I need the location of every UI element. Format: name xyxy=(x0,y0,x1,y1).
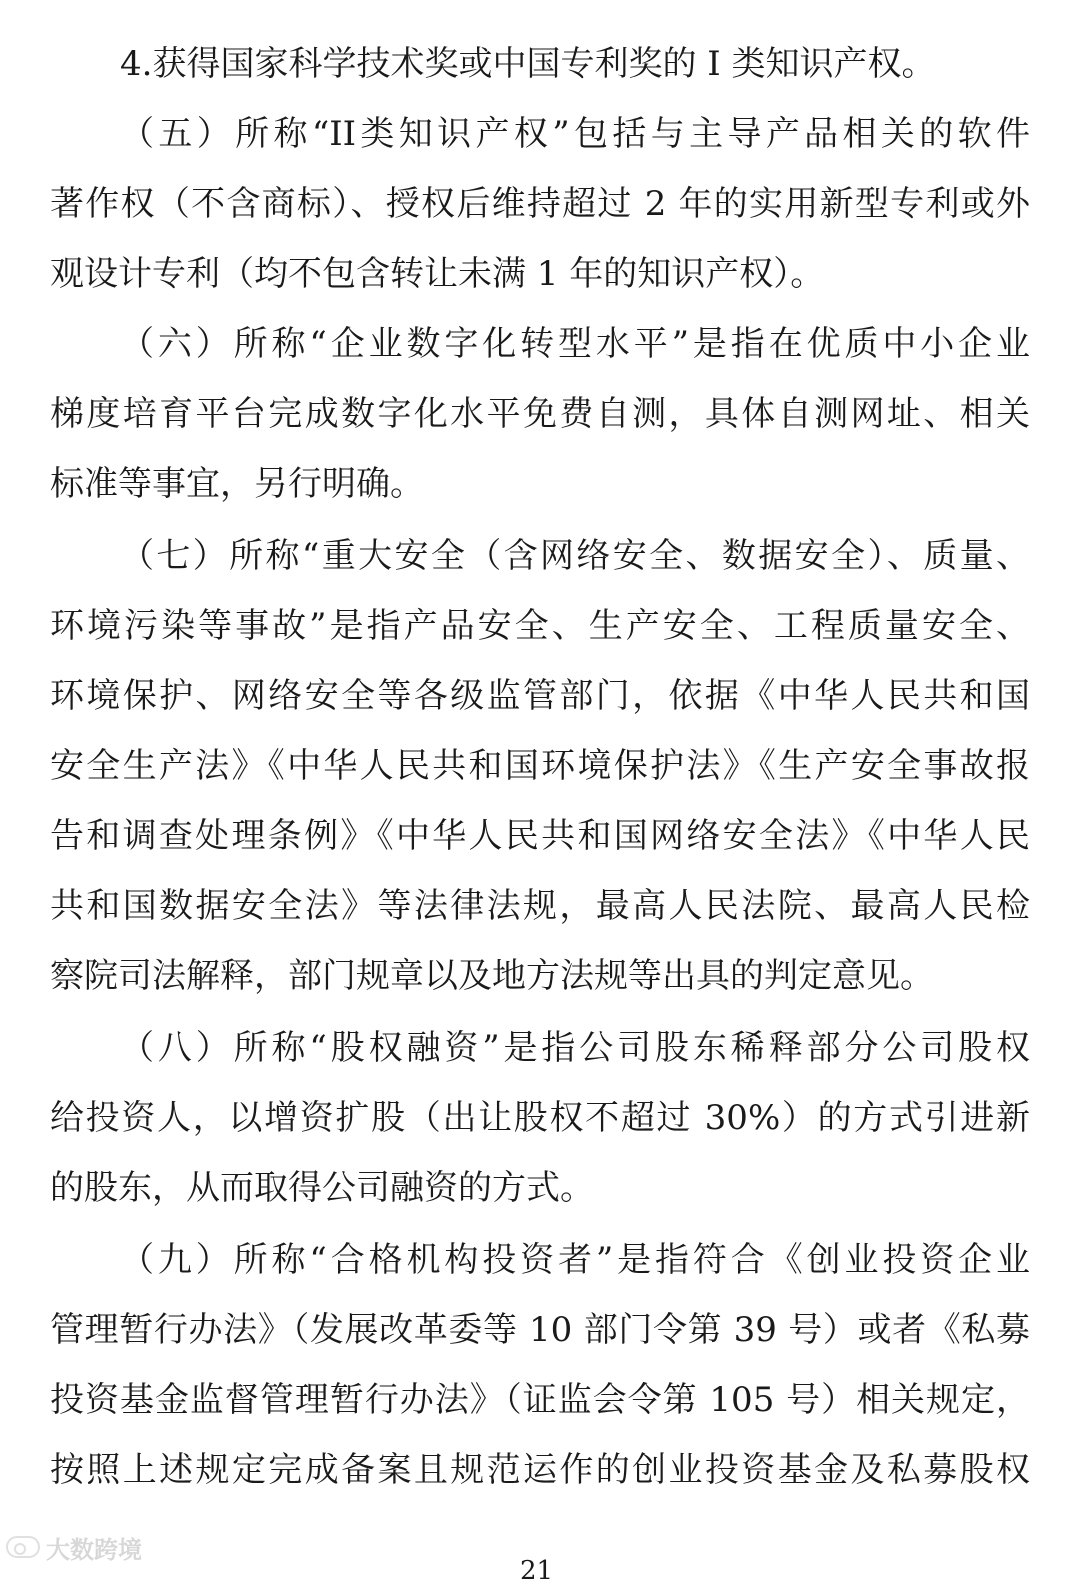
text-line-16: 给投资人，以增资扩股（出让股权不超过 30%）的方式引进新 xyxy=(50,1098,1030,1138)
text-line-6: 梯度培育平台完成数字化水平免费自测，具体自测网址、相关 xyxy=(50,394,1030,434)
text-line-1: 4.获得国家科学技术奖或中国专利奖的 I 类知识产权。 xyxy=(120,44,936,84)
watermark xyxy=(6,1532,142,1562)
text-line-21: 按照上述规定完成备案且规范运作的创业投资基金及私募股权 xyxy=(50,1450,1030,1490)
text-line-17: 的股东，从而取得公司融资的方式。 xyxy=(50,1168,594,1208)
text-line-4: 观设计专利（均不包含转让未满 1 年的知识产权）。 xyxy=(50,254,825,294)
watermark-text: 大数跨境 xyxy=(46,1535,142,1564)
text-line-10: 环境保护、网络安全等各级监管部门，依据《中华人民共和国 xyxy=(50,676,1030,716)
text-line-19: 管理暂行办法》（发展改革委等 10 部门令第 39 号）或者《私募 xyxy=(50,1310,1030,1350)
text-line-11: 安全生产法》《中华人民共和国环境保护法》《生产安全事故报 xyxy=(50,746,1030,786)
text-line-3: 著作权（不含商标）、授权后维持超过 2 年的实用新型专利或外 xyxy=(50,184,1030,224)
text-line-14: 察院司法解释，部门规章以及地方法规等出具的判定意见。 xyxy=(50,956,934,996)
page-number: 21 xyxy=(520,1556,554,1586)
text-line-20: 投资基金监督管理暂行办法》（证监会令第 105 号）相关规定， xyxy=(50,1380,1030,1420)
text-line-5: （六）所称“企业数字化转型水平”是指在优质中小企业 xyxy=(120,324,1030,364)
watermark-logo-icon xyxy=(6,1536,40,1558)
text-line-2: （五）所称“II类知识产权”包括与主导产品相关的软件 xyxy=(120,114,1030,154)
text-line-7: 标准等事宜，另行明确。 xyxy=(50,464,424,504)
text-line-8: （七）所称“重大安全（含网络安全、数据安全）、质量、 xyxy=(120,536,1030,576)
text-line-13: 共和国数据安全法》等法律法规，最高人民法院、最高人民检 xyxy=(50,886,1030,926)
text-line-12: 告和调查处理条例》《中华人民共和国网络安全法》《中华人民 xyxy=(50,816,1030,856)
text-line-9: 环境污染等事故”是指产品安全、生产安全、工程质量安全、 xyxy=(50,606,1030,646)
text-line-15: （八）所称“股权融资”是指公司股东稀释部分公司股权 xyxy=(120,1028,1030,1068)
text-line-18: （九）所称“合格机构投资者”是指符合《创业投资企业 xyxy=(120,1240,1030,1280)
